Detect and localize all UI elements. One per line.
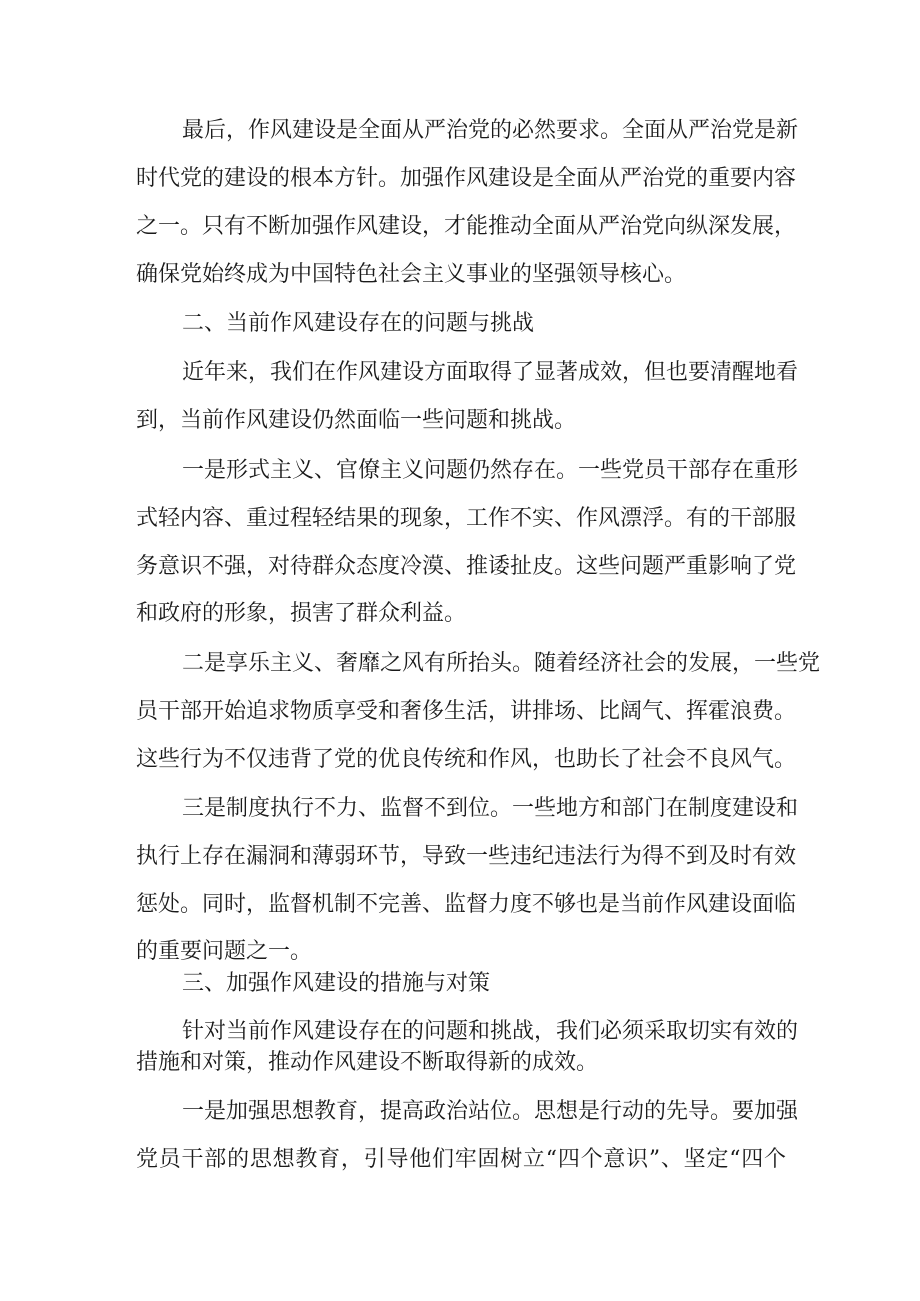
text-line: 确保党始终成为中国特色社会主义事业的坚强领导核心。	[136, 262, 687, 287]
text-line: 执行上存在漏洞和薄弱环节，导致一些违纪违法行为得不到及时有效	[136, 844, 797, 869]
text-line: 二是享乐主义、奢靡之风有所抬头。随着经济社会的发展，一些党	[182, 651, 821, 676]
text-line: 务意识不强，对待群众态度冷漠、推诿扯皮。这些问题严重影响了党	[136, 554, 797, 579]
text-line: 的重要问题之一。	[136, 939, 313, 964]
text-line: 一是形式主义、官僚主义问题仍然存在。一些党员干部存在重形	[182, 458, 799, 483]
text-line: 党员干部的思想教育，引导他们牢固树立“四个意识”、坚定“四个	[136, 1147, 786, 1172]
text-line: 惩处。同时，监督机制不完善、监督力度不够也是当前作风建设面临	[136, 892, 797, 917]
text-line: 一是加强思想教育，提高政治站位。思想是行动的先导。要加强	[182, 1099, 799, 1124]
section-heading: 三、加强作风建设的措施与对策	[182, 971, 491, 996]
text-line: 到，当前作风建设仍然面临一些问题和挑战。	[136, 408, 577, 433]
text-line: 近年来，我们在作风建设方面取得了显著成效，但也要清醒地看	[182, 360, 799, 385]
text-line: 措施和对策，推动作风建设不断取得新的成效。	[136, 1050, 599, 1075]
text-line: 针对当前作风建设存在的问题和挑战，我们必须采取切实有效的	[182, 1019, 799, 1044]
text-line: 员干部开始追求物质享受和奢侈生活，讲排场、比阔气、挥霍浪费。	[136, 699, 797, 724]
text-line: 式轻内容、重过程轻结果的现象，工作不实、作风漂浮。有的干部服	[136, 506, 797, 531]
text-line: 和政府的形象，损害了群众利益。	[136, 601, 467, 626]
text-line: 最后，作风建设是全面从严治党的必然要求。全面从严治党是新	[182, 118, 799, 143]
text-line: 之一。只有不断加强作风建设，才能推动全面从严治党向纵深发展，	[136, 214, 797, 239]
section-heading: 二、当前作风建设存在的问题与挑战	[182, 311, 535, 336]
text-line: 时代党的建设的根本方针。加强作风建设是全面从严治党的重要内容	[136, 166, 797, 191]
text-line: 这些行为不仅违背了党的优良传统和作风，也助长了社会不良风气。	[136, 747, 797, 772]
text-line: 三是制度执行不力、监督不到位。一些地方和部门在制度建设和	[182, 796, 799, 821]
